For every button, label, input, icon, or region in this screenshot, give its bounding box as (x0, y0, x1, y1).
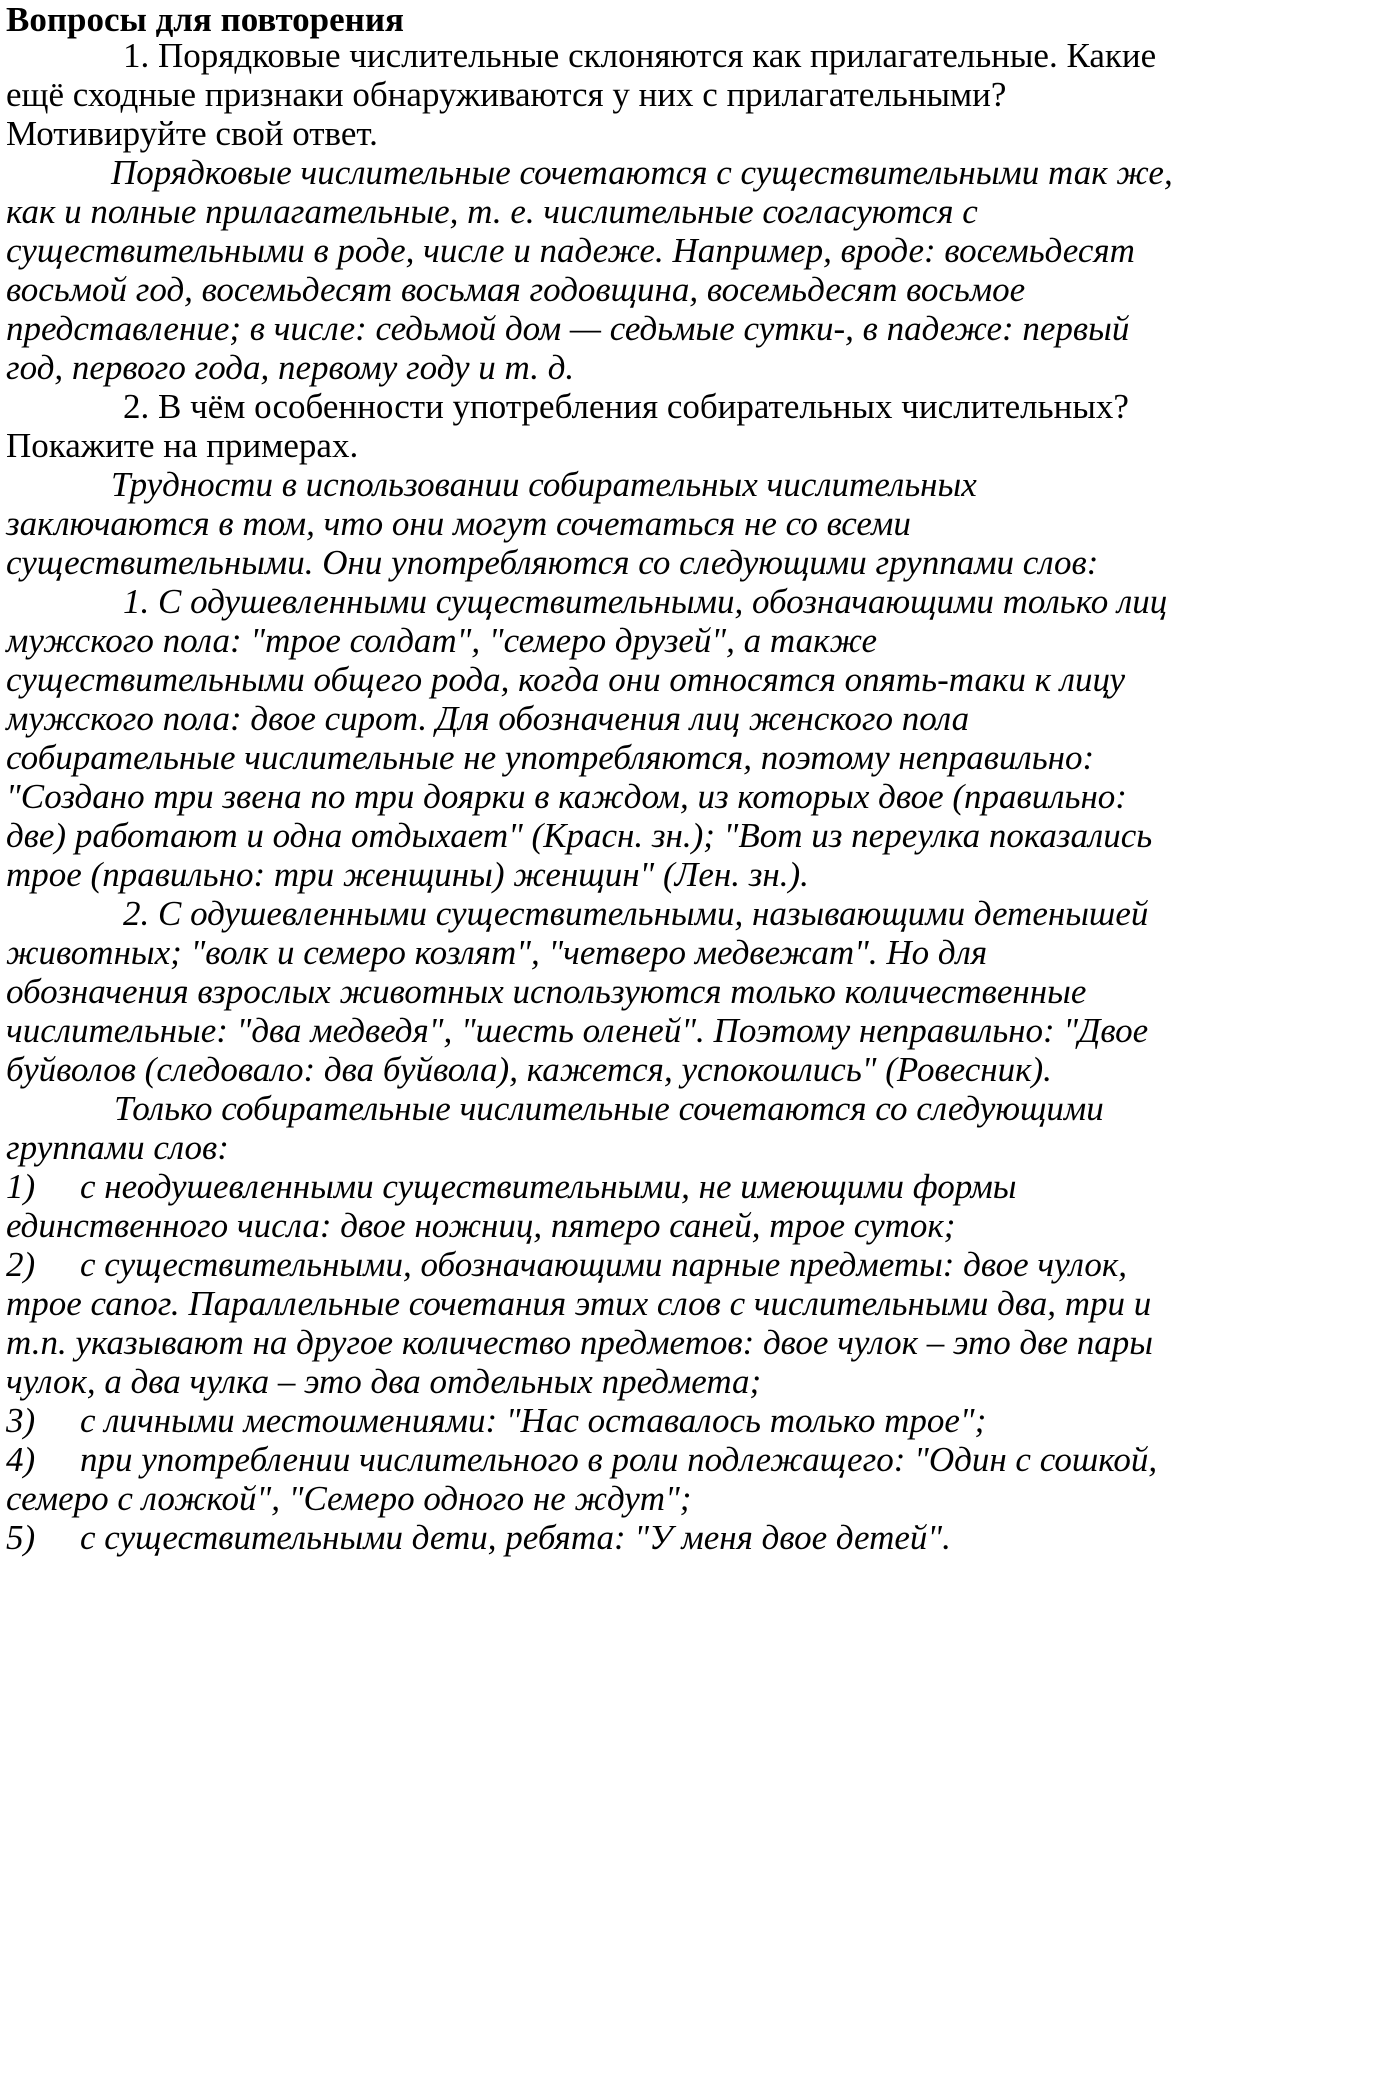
point-1-line: 1. С одушевленными существительными, обозначающими только лиц (123, 582, 1168, 621)
answer-1-line: год, первого года, первому году и т. д. (6, 348, 575, 387)
list-item-text: с существительными дети, ребята: "У меня двое детей". (80, 1518, 951, 1557)
list-item-2 (6, 1245, 1127, 1285)
point-1-line: "Создано три звена по три доярки в каждом, из которых двое (правильно: (6, 777, 1127, 816)
answer-1-line: существительными в роде, числе и падеже. Например, вроде: восемьдесят (6, 231, 1135, 270)
point-1-line: две) работают и одна отдыхает" (Красн. зн.); "Вот из переулка показались (6, 816, 1153, 855)
list-item-4-continuation: семеро с ложкой", "Семеро одного не ждут"; (6, 1479, 692, 1518)
answer-2-intro-line: заключаются в том, что они могут сочетаться не со всеми (6, 504, 911, 543)
answer-2-intro-line: Трудности в использовании собирательных числительных (111, 465, 977, 504)
section-heading: Вопросы для повторения (6, 0, 404, 39)
answer-1-line: Порядковые числительные сочетаются с существительными так же, (111, 153, 1173, 192)
point-1-line: мужского пола: двое сирот. Для обозначения лиц женского пола (6, 699, 970, 738)
list-item-2-continuation: т.п. указывают на другое количество предметов: двое чулок – это две пары (6, 1323, 1153, 1362)
point-1-line: мужского пола: "трое солдат", "семеро друзей", а также (6, 621, 878, 660)
list-item-1-continuation: единственного числа: двое ножниц, пятеро саней, трое суток; (6, 1206, 956, 1245)
list-item-number: 2) (6, 1245, 36, 1284)
list-item-number: 5) (6, 1518, 36, 1557)
list-item-text: при употреблении числительного в роли подлежащего: "Один с сошкой, (80, 1440, 1158, 1479)
list-item-text: с личными местоимениями: "Нас оставалось только трое"; (80, 1401, 987, 1440)
point-1-line: собирательные числительные не употребляются, поэтому неправильно: (6, 738, 1095, 777)
point-2-line: 2. С одушевленными существительными, называющими детенышей (123, 894, 1149, 933)
answer-2-intro-line: существительными. Они употребляются со следующими группами слов: (6, 543, 1099, 582)
list-item-1 (6, 1167, 1017, 1207)
answer-1-line: восьмой год, восемьдесят восьмая годовщина, восемьдесят восьмое (6, 270, 1026, 309)
list-item-5 (6, 1518, 951, 1558)
list-item-text: с неодушевленными существительными, не имеющими формы (80, 1167, 1017, 1206)
list-item-number: 4) (6, 1440, 36, 1479)
list-item-number: 1) (6, 1167, 36, 1206)
point-1-line: трое (правильно: три женщины) женщин" (Лен. зн.). (6, 855, 809, 894)
point-2-line: животных; "волк и семеро козлят", "четверо медвежат". Но для (6, 933, 988, 972)
question-2-line: Покажите на примерах. (6, 426, 359, 465)
list-item-3 (6, 1401, 986, 1441)
point-1-line: существительными общего рода, когда они относятся опять-таки к лицу (6, 660, 1126, 699)
question-1-line: ещё сходные признаки обнаруживаются у них с прилагательными? (6, 75, 1007, 114)
question-1-line: 1. Порядковые числительные склоняются как прилагательные. Какие (123, 36, 1157, 75)
list-item-2-continuation: трое сапог. Параллельные сочетания этих слов с числительными два, три и (6, 1284, 1152, 1323)
answer-1-line: представление; в числе: седьмой дом — седьмые сутки-, в падеже: первый (6, 309, 1130, 348)
answer-1-line: как и полные прилагательные, т. е. числительные согласуются с (6, 192, 978, 231)
only-collective-intro-line: Только собирательные числительные сочетаются со следующими (114, 1089, 1104, 1128)
point-2-line: числительные: "два медведя", "шесть оленей". Поэтому неправильно: "Двое (6, 1011, 1149, 1050)
question-2-line: 2. В чём особенности употребления собирательных числительных? (123, 387, 1129, 426)
point-2-line: обозначения взрослых животных используются только количественные (6, 972, 1087, 1011)
list-item-2-continuation: чулок, а два чулка – это два отдельных предмета; (6, 1362, 762, 1401)
point-2-line: буйволов (следовало: два буйвола), кажется, успокоились" (Ровесник). (6, 1050, 1052, 1089)
list-item-4 (6, 1440, 1157, 1480)
list-item-number: 3) (6, 1401, 36, 1440)
only-collective-intro-line: группами слов: (6, 1128, 229, 1167)
list-item-text: с существительными, обозначающими парные предметы: двое чулок, (80, 1245, 1128, 1284)
question-1-line: Мотивируйте свой ответ. (6, 114, 378, 153)
